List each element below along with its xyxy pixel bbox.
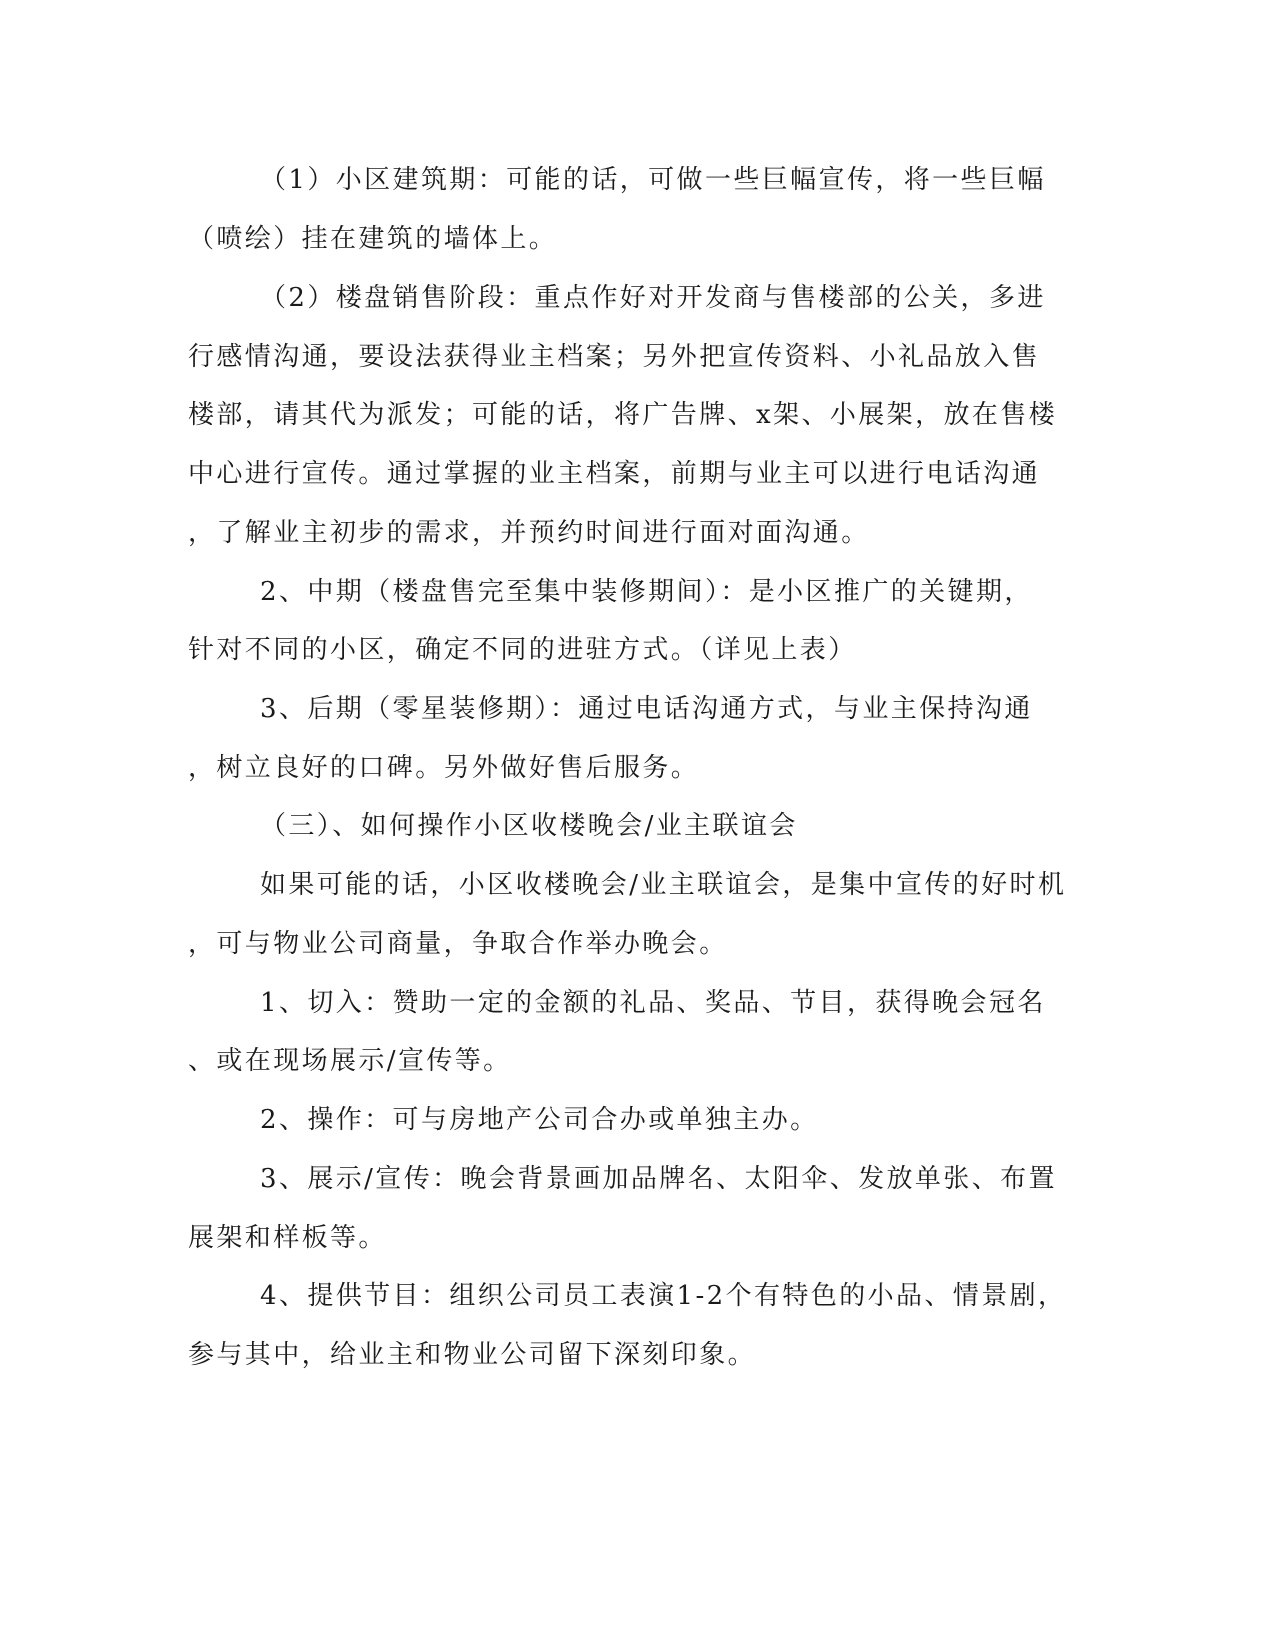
paragraph-line: 中心进行宣传。通过掌握的业主档案，前期与业主可以进行电话沟通: [188, 459, 1041, 489]
paragraph-line: ，树立良好的口碑。另外做好售后服务。: [188, 753, 700, 783]
paragraph-line: 3、后期（零星装修期）：通过电话沟通方式，与业主保持沟通: [260, 694, 1033, 724]
paragraph-line: ，可与物业公司商量，争取合作举办晚会。: [188, 929, 728, 959]
paragraph-line: 楼部，请其代为派发；可能的话，将广告牌、x架、小展架，放在售楼: [188, 400, 1058, 430]
paragraph-line: （2）楼盘销售阶段：重点作好对开发商与售楼部的公关，多进: [260, 283, 1046, 313]
paragraph-line: 1、切入：赞助一定的金额的礼品、奖品、节目，获得晚会冠名: [260, 988, 1046, 1018]
paragraph-line: （1）小区建筑期：可能的话，可做一些巨幅宣传，将一些巨幅: [260, 165, 1046, 195]
paragraph-line: 3、展示/宣传：晚会背景画加品牌名、太阳伞、发放单张、布置: [260, 1164, 1057, 1194]
paragraph-line: 2、操作：可与房地产公司合办或单独主办。: [260, 1105, 819, 1135]
paragraph-line: 展架和样板等。: [188, 1223, 387, 1253]
paragraph-line: ，了解业主初步的需求，并预约时间进行面对面沟通。: [188, 518, 870, 548]
paragraph-line: 参与其中，给业主和物业公司留下深刻印象。: [188, 1340, 757, 1370]
paragraph-line: 行感情沟通，要设法获得业主档案；另外把宣传资料、小礼品放入售: [188, 342, 1041, 372]
paragraph-line: 4、提供节目：组织公司员工表演1-2个有特色的小品、情景剧，: [260, 1281, 1067, 1311]
paragraph-line: （喷绘）挂在建筑的墙体上。: [188, 224, 558, 254]
section-heading: （三）、如何操作小区收楼晚会/业主联谊会: [260, 811, 798, 841]
paragraph-line: 2、中期（楼盘售完至集中装修期间）：是小区推广的关键期，: [260, 577, 1033, 607]
paragraph-line: 如果可能的话，小区收楼晚会/业主联谊会，是集中宣传的好时机: [260, 870, 1067, 900]
paragraph-line: 、或在现场展示/宣传等。: [188, 1046, 512, 1076]
paragraph-line: 针对不同的小区，确定不同的进驻方式。（详见上表）: [188, 635, 857, 665]
